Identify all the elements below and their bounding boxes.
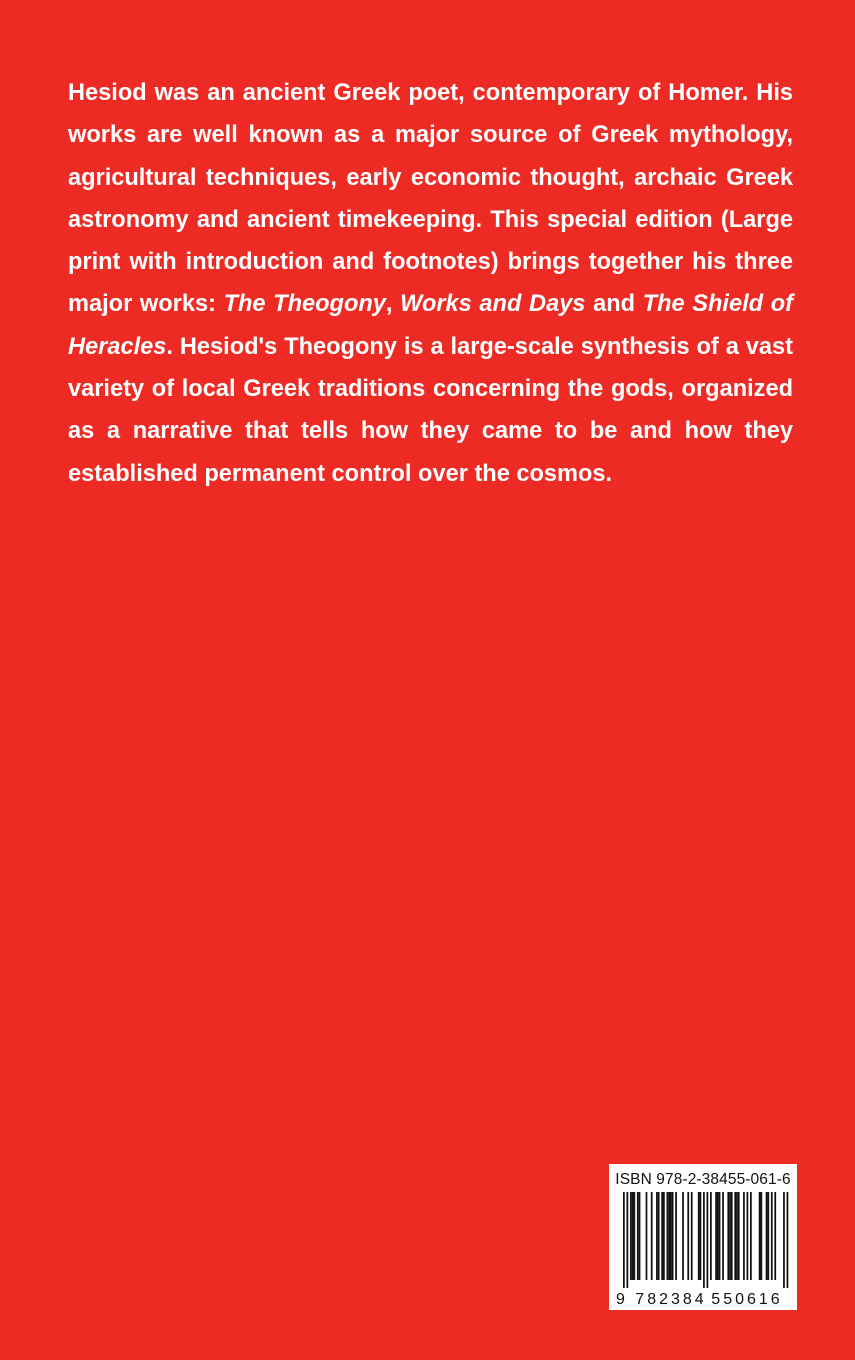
barcode-bar <box>734 1192 736 1280</box>
barcode-bar <box>661 1192 663 1280</box>
title-theogony: The Theogony <box>223 291 386 318</box>
barcode-bar <box>760 1192 762 1280</box>
barcode-bar <box>771 1192 773 1280</box>
barcode-bar <box>703 1192 705 1288</box>
description-text: Hesiod was an ancient Greek poet, contemporary of Homer. His works are well known as a major source of Greek mythology, agricultural techniques, early economic thought, archaic Greek astronomy and ancient timekeeping. This special edition (Large print with introduction and footnotes) brings together his three major works: <box>68 80 793 318</box>
barcode-bar <box>626 1192 628 1288</box>
barcode-bar <box>672 1192 674 1280</box>
barcode-bar <box>670 1192 672 1280</box>
barcode-bar <box>731 1192 733 1280</box>
barcode-bar <box>632 1192 634 1280</box>
barcode-bar <box>682 1192 684 1280</box>
barcode-bar <box>738 1192 740 1280</box>
barcode-bar <box>700 1192 702 1280</box>
barcode-bar <box>663 1192 665 1280</box>
barcode-bar <box>747 1192 749 1280</box>
barcode-bar <box>717 1192 719 1280</box>
separator-text: , <box>385 291 401 318</box>
barcode-graphic <box>609 1164 797 1310</box>
isbn-barcode <box>609 1164 797 1310</box>
barcode-bar <box>736 1192 738 1280</box>
barcode-bar <box>687 1192 689 1280</box>
barcode-bar <box>646 1192 648 1280</box>
barcode-bar <box>637 1192 639 1280</box>
barcode-bars <box>623 1192 788 1288</box>
description-text: . Hesiod's Theogony is a large-scale synthesis of a vast variety of local Greek traditions concerning the gods, organized as a narrative that tells how they came to be and how they established permanent control over the cosmos. <box>68 333 793 487</box>
barcode-bar <box>630 1192 632 1280</box>
barcode-bar <box>656 1192 658 1280</box>
barcode-bar <box>727 1192 729 1280</box>
barcode-first-digit: 9 <box>616 1291 625 1308</box>
barcode-right-digits: 550616 <box>711 1291 783 1308</box>
barcode-bar <box>691 1192 693 1280</box>
barcode-bar <box>787 1192 789 1288</box>
barcode-bar <box>658 1192 660 1280</box>
barcode-bar <box>722 1192 724 1280</box>
barcode-bar <box>715 1192 717 1280</box>
barcode-bar <box>707 1192 709 1288</box>
barcode-bar <box>766 1192 768 1280</box>
barcode-bar <box>667 1192 669 1280</box>
barcode-bar <box>783 1192 785 1288</box>
isbn-label: ISBN 978-2-38455-061-6 <box>615 1171 791 1188</box>
barcode-bar <box>750 1192 752 1280</box>
barcode-bar <box>675 1192 677 1280</box>
barcode-bar <box>668 1192 670 1280</box>
barcode-left-digits: 782384 <box>635 1291 707 1308</box>
book-description <box>68 72 793 495</box>
barcode-bar <box>651 1192 653 1280</box>
barcode-bar <box>743 1192 745 1280</box>
barcode-bar <box>639 1192 641 1280</box>
barcode-bar <box>623 1192 625 1288</box>
title-shield-of-heracles: The Shield of Heracles <box>68 291 793 360</box>
separator-text: and <box>585 291 643 318</box>
barcode-bar <box>710 1192 712 1280</box>
barcode-bar <box>767 1192 769 1280</box>
barcode-bar <box>698 1192 700 1280</box>
barcode-bar <box>759 1192 761 1280</box>
barcode-bar <box>633 1192 635 1280</box>
barcode-bar <box>719 1192 721 1280</box>
barcode-bar <box>729 1192 731 1280</box>
title-works-and-days: Works and Days <box>400 291 586 318</box>
barcode-bar <box>774 1192 776 1280</box>
